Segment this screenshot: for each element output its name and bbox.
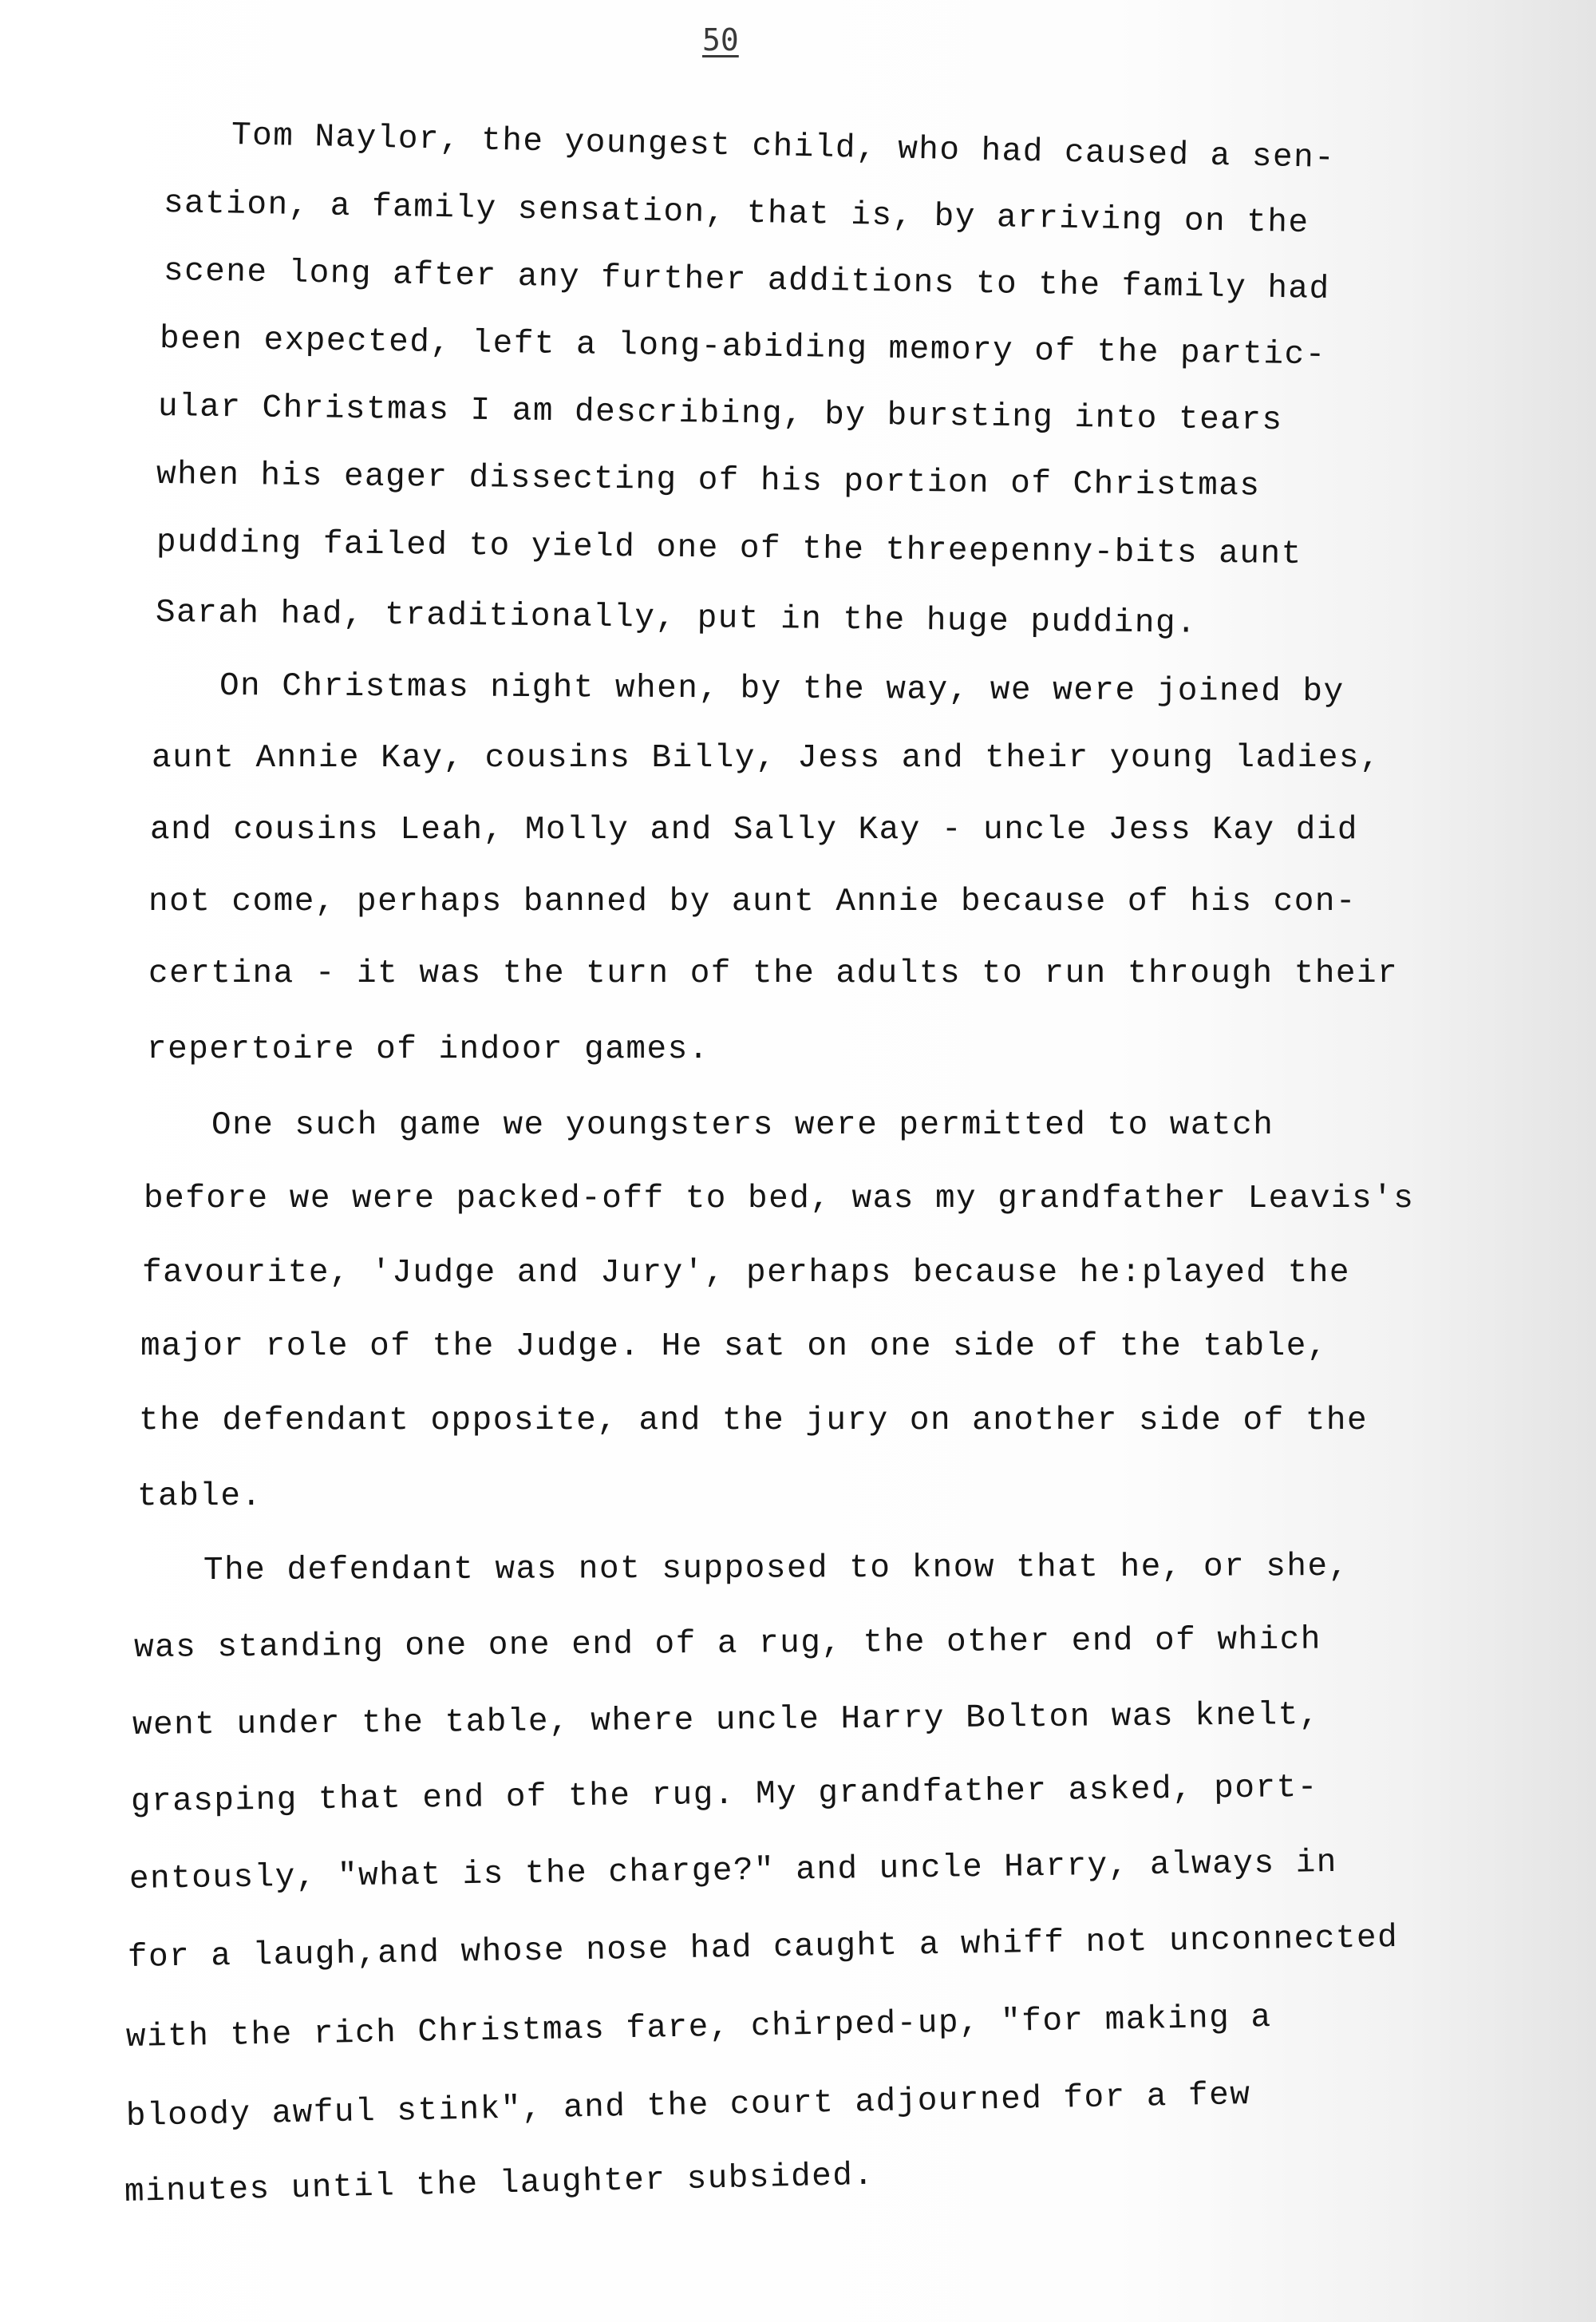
text-line: entously, "what is the charge?" and uncle Harry, always in [128,1844,1338,1898]
text-line: Tom Naylor, the youngest child, who had caused a sen- [231,117,1336,177]
text-line: On Christmas night when, by the way, we were joined by [219,668,1345,711]
text-line: with the rich Christmas fare, chirped-up, "for making a [125,1999,1272,2056]
text-line: pudding failed to yield one of the threepenny-bits aunt [156,524,1302,574]
text-line: repertoire of indoor games. [147,1031,709,1068]
text-line: grasping that end of the rug. My grandfather asked, port- [130,1769,1319,1821]
text-line: The defendant was not supposed to know that he, or she, [203,1548,1349,1589]
text-line: favourite, 'Judge and Jury', perhaps because he:played the [142,1255,1351,1292]
text-line: scene long after any further additions to the family had [163,253,1331,308]
text-line: One such game we youngsters were permitted to watch [211,1107,1274,1144]
text-line: table. [137,1478,263,1515]
text-line: ular Christmas I am describing, by bursting into tears [157,389,1283,440]
text-line: certina - it was the turn of the adults to run through their [148,955,1399,992]
page-number: 50 [702,22,739,57]
text-line: sation, a family sensation, that is, by arriving on the [163,185,1310,243]
text-line: been expected, left a long-abiding memory of the partic- [159,321,1327,374]
text-line: before we were packed-off to bed, was my grandfather Leavis's [144,1181,1415,1217]
text-line: major role of the Judge. He sat on one side of the table, [140,1328,1328,1365]
text-line: the defendant opposite, and the jury on another side of the [139,1402,1369,1439]
text-line: bloody awful stink", and the court adjourned for a few [125,2076,1251,2135]
text-line: aunt Annie Kay, cousins Billy, Jess and their young ladies, [152,740,1381,777]
text-line: not come, perhaps banned by aunt Annie because of his con- [148,884,1357,920]
text-line: minutes until the laughter subsided. [124,2157,875,2211]
text-line: and cousins Leah, Molly and Sally Kay - uncle Jess Kay did [150,812,1359,848]
text-line: went under the table, where uncle Harry Bolton was knelt, [132,1697,1321,1744]
text-line: when his eager dissecting of his portion of Christmas [156,457,1261,505]
text-line: for a laugh,and whose nose had caught a whiff not unconnected [127,1919,1399,1976]
text-line: Sarah had, traditionally, put in the huge pudding. [155,595,1198,643]
text-line: was standing one one end of a rug, the other end of which [133,1621,1322,1667]
